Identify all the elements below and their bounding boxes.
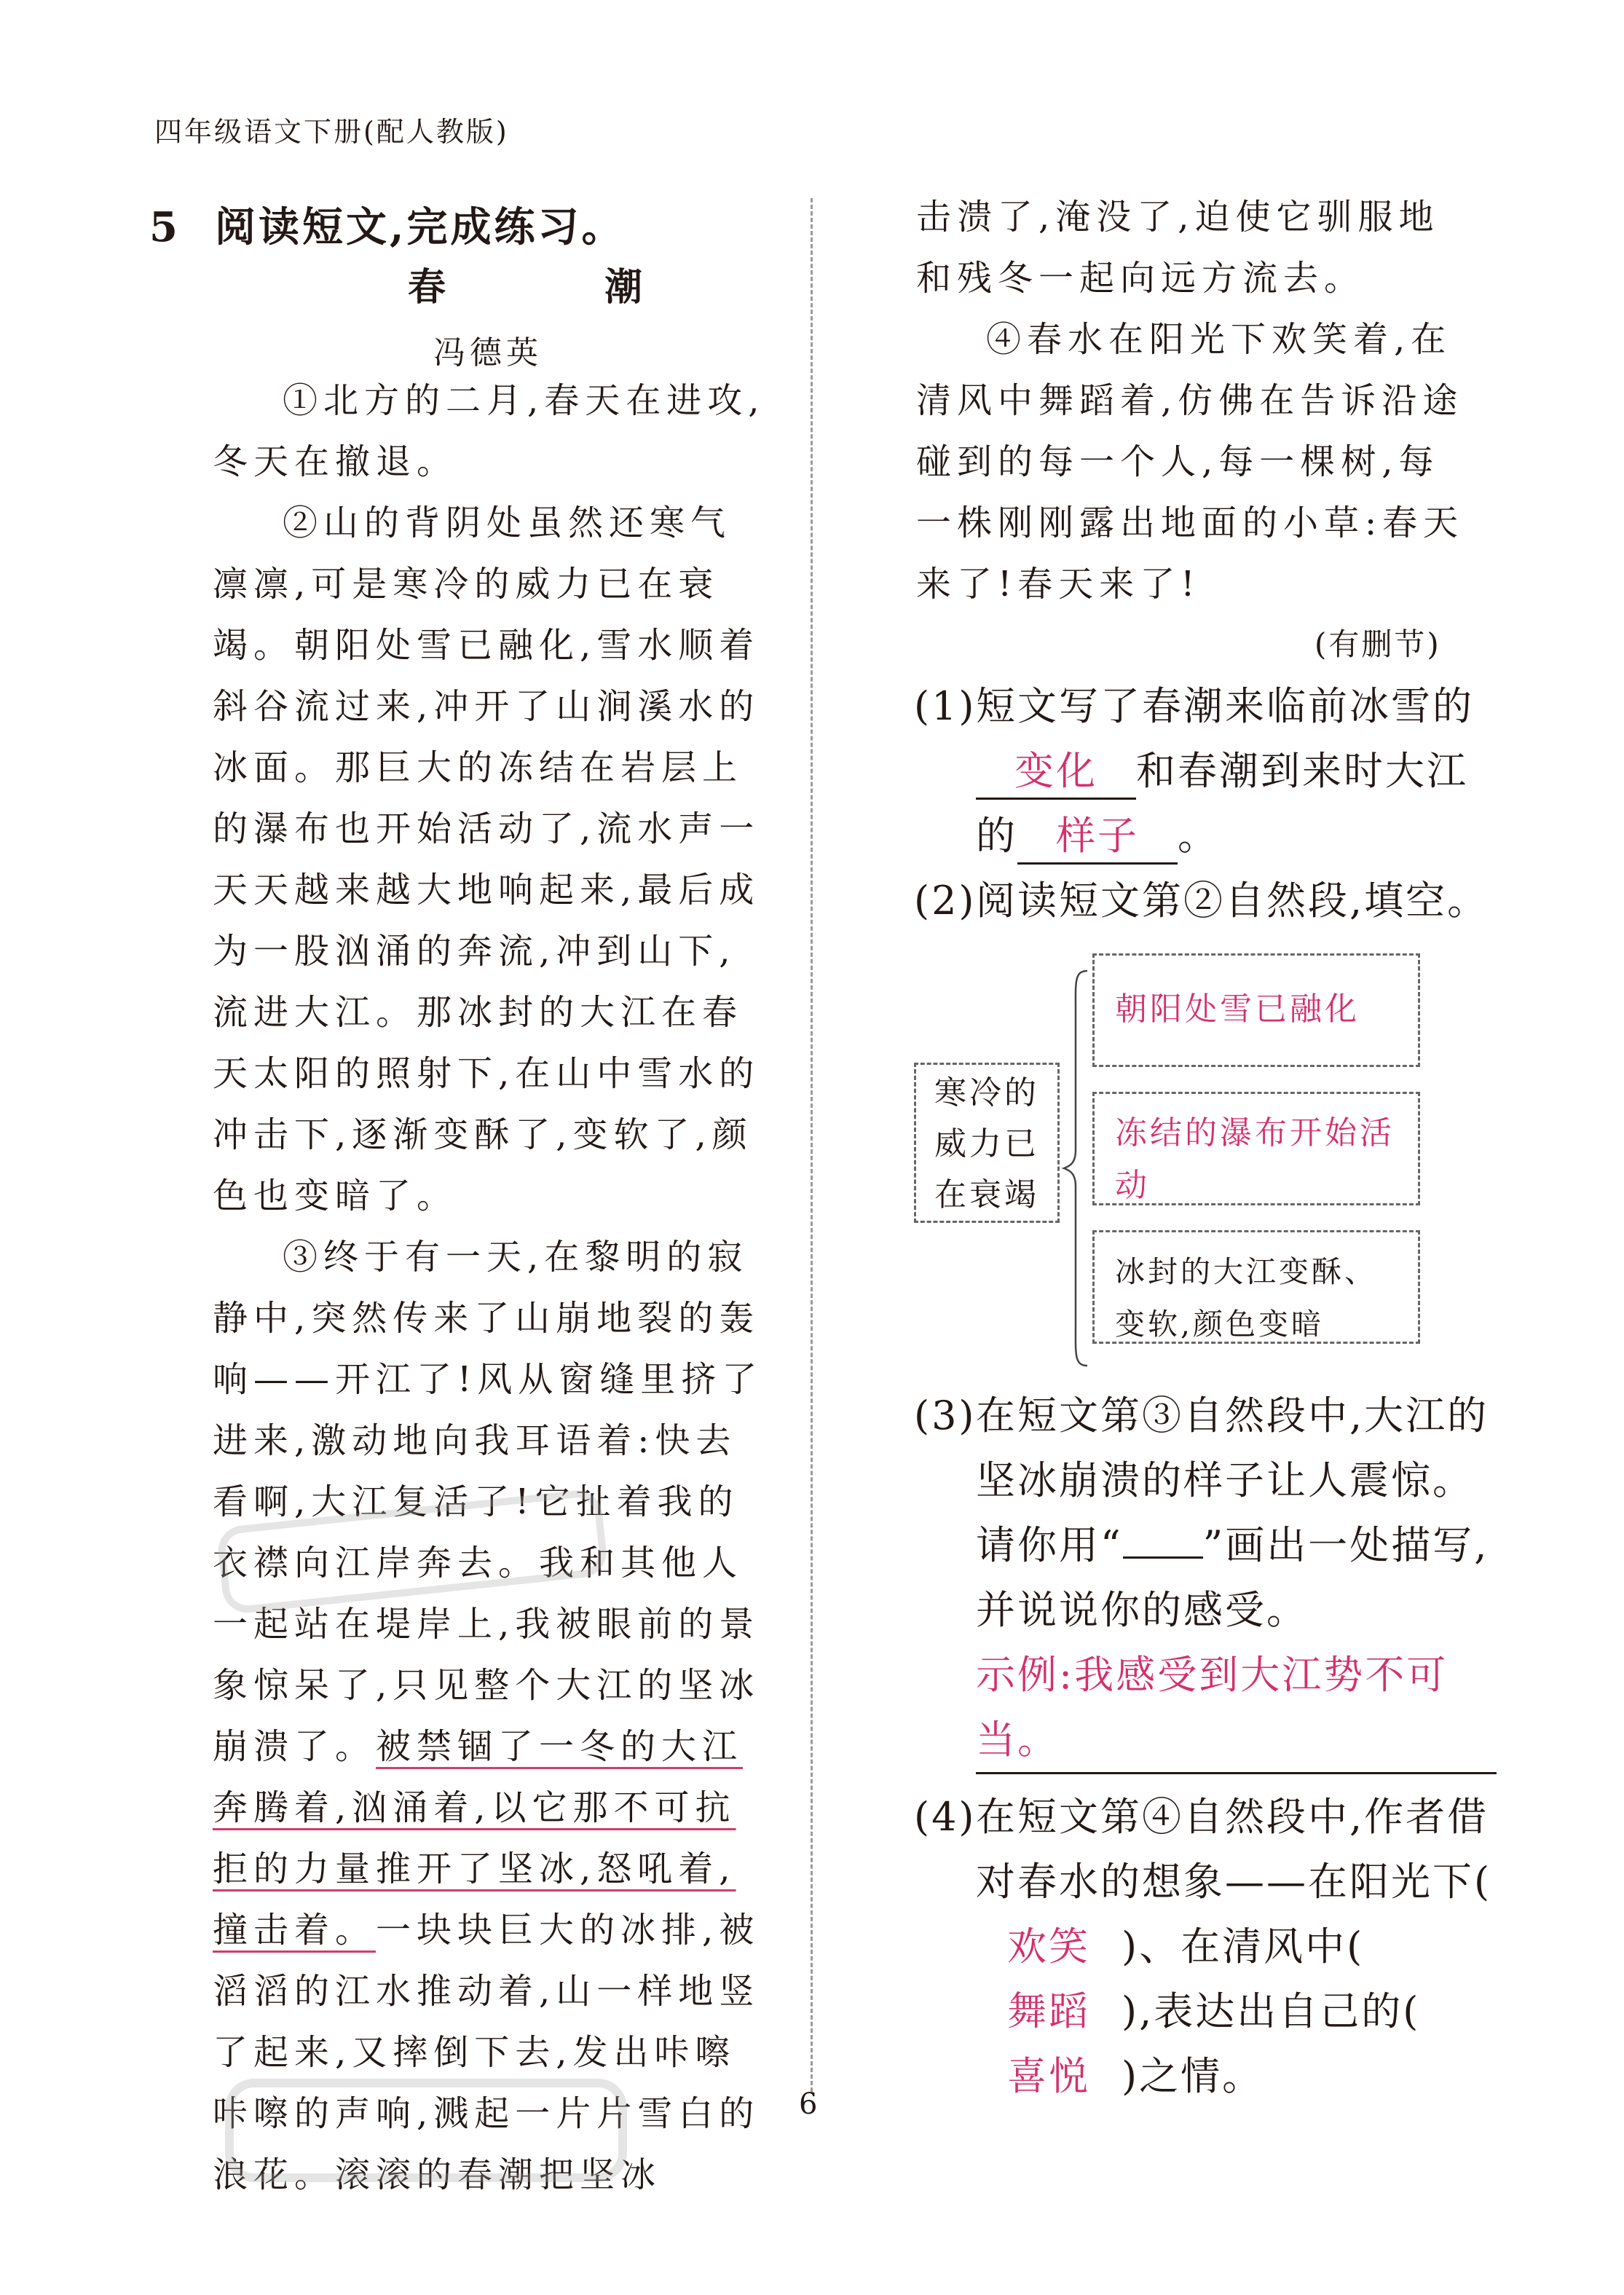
diagram-box-1 <box>1092 953 1420 1067</box>
article-title: 春 潮 <box>408 265 716 310</box>
paragraph-3 <box>213 1227 766 2205</box>
question-4-text-d: )之情。 <box>1122 2053 1264 2099</box>
answer-paren-1[interactable] <box>976 1914 1122 1979</box>
question-3 <box>914 1383 1497 1774</box>
column-divider <box>811 198 813 2092</box>
brace-icon <box>1061 968 1090 1369</box>
diagram-main-line-3: 在衰竭 <box>934 1176 1039 1213</box>
question-4 <box>914 1784 1497 2109</box>
answer-blank-2[interactable] <box>1017 810 1178 865</box>
answer-blank-1[interactable] <box>976 745 1136 800</box>
question-number: 5 <box>149 203 181 251</box>
question-1 <box>914 674 1497 868</box>
question-4-text-a: 在短文第④自然段中,作者借对春水的想象——在阳光下( <box>976 1794 1492 1905</box>
article-author: 冯德英 <box>433 334 543 371</box>
question-2 <box>914 868 1497 933</box>
question-4-text-b: )、在清风中( <box>1122 1924 1365 1969</box>
structure-diagram <box>870 953 1497 1383</box>
question-3-number: (3) <box>914 1393 977 1438</box>
question-1-text-b: 和春潮到来时大江的 <box>976 748 1468 859</box>
paragraph-2: ②山的背阴处虽然还寒气凛凛,可是寒冷的威力已在衰竭。朝阳处雪已融化,雪水顺着斜谷流过来,冲开了山涧溪水的冰面。那巨大的冻结在岩层上的瀑布也开始活动了,流水声一天天越来越大地响起来,最后成为一股汹涌的奔流,冲到山下,流进大江。那冰封的大江在春天太阳的照射下,在山中雪水的冲击下,逐渐变酥了,变软了,颜色也变暗了。 <box>213 503 760 1216</box>
underline-symbol <box>1123 1520 1203 1559</box>
question-title <box>149 195 626 253</box>
diagram-answer-2: 冻结的瀑布开始活动 <box>1115 1114 1395 1204</box>
passage-left-column <box>213 370 766 2205</box>
underlined-description: 被禁锢了一冬的大江奔腾着,汹涌着,以它那不可抗拒的力量推开了坚冰,怒吼着,撞击着。 <box>213 1726 744 1950</box>
watermark-logo-bottom <box>222 2065 630 2223</box>
diagram-main-box <box>914 1063 1060 1223</box>
diagram-main-line-1: 寒冷的 <box>934 1074 1039 1111</box>
question-2-text: 阅读短文第②自然段,填空。 <box>976 878 1489 924</box>
answer-4-3: 喜悦 <box>1007 2053 1090 2099</box>
diagram-main-line-2: 威力已 <box>934 1125 1039 1162</box>
question-4-number: (4) <box>914 1794 977 1840</box>
question-2-number: (2) <box>914 878 977 924</box>
passage-right-column <box>916 186 1477 615</box>
watermark-bottom-icon <box>222 2065 630 2192</box>
diagram-text-3: 冰封的大江变酥、变软,颜色变暗 <box>1115 1254 1377 1342</box>
page-header: 四年级语文下册(配人教版) <box>154 116 509 148</box>
diagram-box-3 <box>1092 1230 1420 1344</box>
questions-section <box>914 674 1497 2109</box>
question-3-answer[interactable]: 示例:我感受到大江势不可当。 <box>976 1642 1497 1774</box>
question-3-text-b: ”画出一处描写,并说说你的感受。 <box>976 1522 1489 1633</box>
page-number: 6 <box>799 2087 818 2121</box>
paragraph-3-text-b: 一块块巨大的冰排,被滔滔的江水推动着,山一样地竖了起来,又摔倒下去,发出咔嚓咔嚓的声响,溅起一片片雪白的浪花。滚滚的春潮把坚冰 <box>213 1910 760 2195</box>
answer-2: 样子 <box>1056 813 1139 859</box>
source-note: (有删节) <box>1314 626 1441 662</box>
answer-paren-2[interactable] <box>976 1979 1122 2044</box>
question-1-text-c: 。 <box>1178 813 1219 859</box>
paragraph-3-text-a: ③终于有一天,在黎明的寂静中,突然传来了山崩地裂的轰响——开江了!风从窗缝里挤了进来,激动地向我耳语着:快去看啊,大江复活了!它扯着我的衣襟向江岸奔去。我和其他人一起站在堤岸上,我被眼前的景象惊呆了,只见整个大江的坚冰崩溃了。 <box>213 1237 763 1767</box>
diagram-answer-1: 朝阳处雪已融化 <box>1115 991 1360 1028</box>
answer-4-1: 欢笑 <box>1007 1924 1090 1969</box>
paragraph-1: ①北方的二月,春天在进攻,冬天在撤退。 <box>213 380 765 482</box>
question-3-text-a: 在短文第③自然段中,大江的坚冰崩溃的样子让人震惊。请你用“ <box>976 1393 1489 1568</box>
paragraph-3-continued: 击溃了,淹没了,迫使它驯服地和残冬一起向远方流去。 <box>916 197 1440 299</box>
question-1-number: (1) <box>914 683 977 729</box>
diagram-box-2 <box>1092 1092 1420 1205</box>
paragraph-4: ④春水在阳光下欢笑着,在清风中舞蹈着,仿佛在告诉沿途碰到的每一个人,每一棵树,每一株刚刚露出地面的小草:春天来了!春天来了! <box>916 319 1465 605</box>
answer-4-2: 舞蹈 <box>1007 1988 1090 2034</box>
question-1-text-a: 短文写了春潮来临前冰雪的 <box>976 683 1474 729</box>
question-instruction: 阅读短文,完成练习。 <box>215 203 626 251</box>
question-4-text-c: ),表达出自己的( <box>1122 1988 1421 2034</box>
answer-1: 变化 <box>1014 748 1097 794</box>
answer-paren-3[interactable] <box>976 2044 1122 2109</box>
